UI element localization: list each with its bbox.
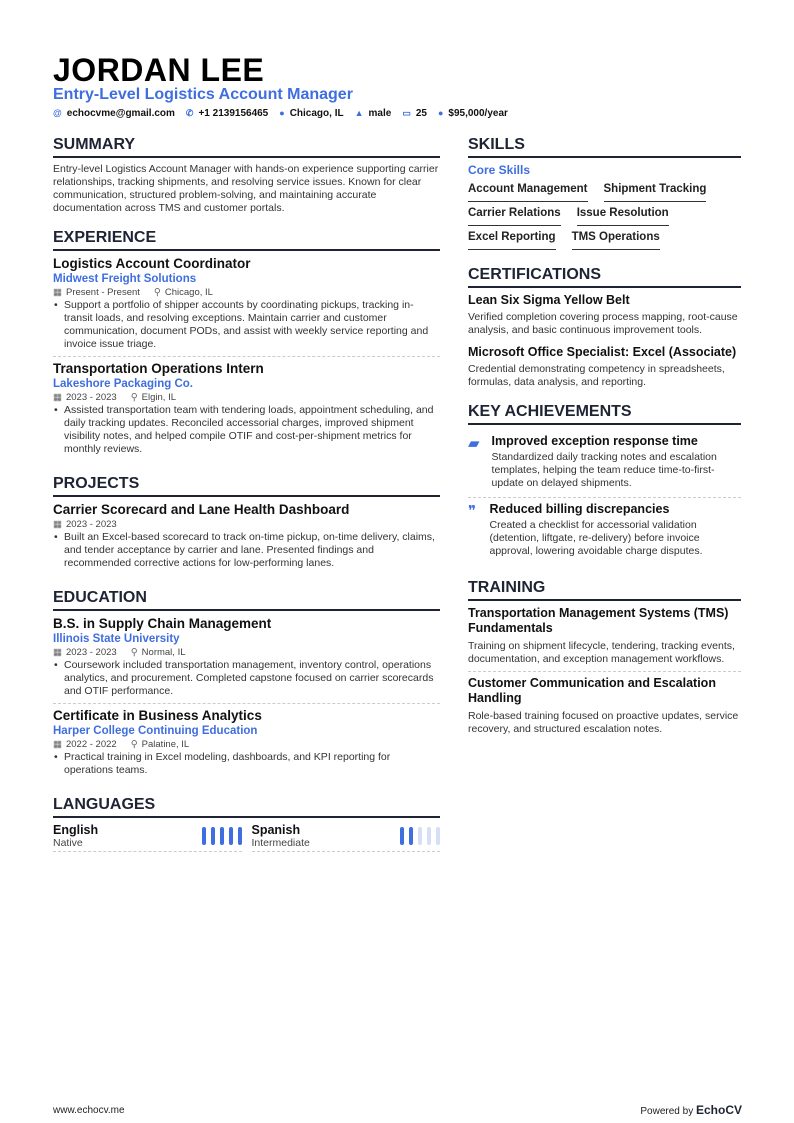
entry-meta bbox=[53, 519, 440, 530]
section-heading: SUMMARY bbox=[53, 136, 440, 158]
contact-age bbox=[402, 108, 427, 119]
location-icon: ● bbox=[279, 108, 285, 118]
achievement-body bbox=[489, 502, 741, 558]
phone-icon: ✆ bbox=[185, 108, 194, 118]
brand-logo: EchoCV bbox=[695, 1103, 742, 1117]
location-text: Normal, IL bbox=[141, 647, 186, 658]
user-icon: ▲ bbox=[354, 108, 364, 118]
section-heading: LANGUAGES bbox=[53, 796, 440, 818]
entry-title: Transportation Operations Intern bbox=[53, 361, 264, 376]
bullet-item: • Support a portfolio of shipper accounts by coordinating pickups, tracking in-transit loads, and resolving exceptions. Maintain carrier and customer communication, document PODs, and assist with weekly service reporting and invoice issue triage. bbox=[53, 299, 440, 351]
achievement-item bbox=[468, 498, 741, 565]
section-heading: CERTIFICATIONS bbox=[468, 266, 741, 288]
language-name: Spanish bbox=[251, 823, 301, 837]
location-text: Palatine, IL bbox=[141, 739, 190, 750]
location-text: Elgin, IL bbox=[141, 392, 176, 403]
proficiency-bar bbox=[427, 827, 431, 845]
skill-tag: Excel Reporting bbox=[468, 228, 556, 250]
entry-item bbox=[53, 361, 440, 461]
language-name: English bbox=[53, 823, 99, 837]
left-column bbox=[53, 136, 440, 852]
location-text: Chicago, IL bbox=[289, 108, 344, 119]
entry-dates bbox=[53, 647, 117, 658]
training-title: Customer Communication and Escalation Handling bbox=[468, 676, 716, 705]
entry-title: Certificate in Business Analytics bbox=[53, 708, 262, 723]
proficiency-bar bbox=[238, 827, 242, 845]
skill-tag: Carrier Relations bbox=[468, 204, 561, 226]
certification-title: Microsoft Office Specialist: Excel (Associate) bbox=[468, 345, 737, 359]
dates-text: 2023 - 2023 bbox=[65, 647, 117, 658]
entry-organization: Midwest Freight Solutions bbox=[53, 273, 197, 285]
certification-description: Verified completion covering process mapping, root-cause analysis, and basic continuous improvement tools. bbox=[468, 311, 738, 336]
language-text bbox=[252, 823, 310, 849]
dates-text: Present - Present bbox=[65, 287, 140, 298]
contact-salary bbox=[438, 108, 508, 119]
contact-gender bbox=[355, 108, 392, 119]
entry-dates bbox=[53, 392, 117, 403]
skill-tag: Shipment Tracking bbox=[604, 180, 707, 202]
right-column bbox=[468, 136, 741, 745]
proficiency-bar bbox=[202, 827, 206, 845]
achievement-item bbox=[468, 430, 741, 498]
entry-meta bbox=[53, 739, 440, 750]
achievement-body bbox=[492, 434, 741, 490]
skills-group-title: Core Skills bbox=[468, 163, 531, 177]
entry-meta bbox=[53, 392, 440, 403]
training-description: Training on shipment lifecycle, tendering, tracking events, documentation, and exception management workflows. bbox=[468, 640, 735, 665]
location-icon: ⚲ bbox=[130, 392, 138, 403]
proficiency-bars bbox=[400, 827, 440, 845]
dates-text: 2022 - 2022 bbox=[65, 739, 117, 750]
section-heading: KEY ACHIEVEMENTS bbox=[468, 403, 741, 425]
money-icon: ● bbox=[437, 108, 444, 118]
training-title: Transportation Management Systems (TMS) Fundamentals bbox=[468, 606, 729, 635]
language-text bbox=[53, 823, 98, 849]
skill-tag: TMS Operations bbox=[572, 228, 660, 250]
location-icon: ⚲ bbox=[130, 739, 138, 750]
bullet-item: • Assisted transportation team with tendering loads, appointment scheduling, and daily tracking updates. Reconciled accessorial charges, improved shipment visibility notes, and helped compile OTIF and cost-per-shipment metrics for monthly reviews. bbox=[53, 404, 440, 456]
section-heading: PROJECTS bbox=[53, 475, 440, 497]
proficiency-bar bbox=[211, 827, 215, 845]
location-icon: ⚲ bbox=[153, 287, 161, 298]
location-text: Chicago, IL bbox=[164, 287, 213, 298]
contact-location bbox=[279, 108, 343, 119]
contact-phone bbox=[186, 108, 268, 119]
calendar-icon: ▭ bbox=[402, 108, 411, 118]
calendar-icon: ▦ bbox=[53, 519, 62, 530]
entry-location bbox=[154, 287, 213, 298]
entry-title: Logistics Account Coordinator bbox=[53, 256, 251, 271]
skill-tag: Issue Resolution bbox=[577, 204, 669, 226]
job-title: Entry-Level Logistics Account Manager bbox=[53, 86, 353, 103]
entry-dates bbox=[53, 519, 117, 530]
proficiency-bar bbox=[409, 827, 413, 845]
summary-text: Entry-level Logistics Account Manager with hands-on experience supporting carrier relationships, tracking shipments, and resolving service issues. Known for clear communication, structured problem-solving, and maintaining accurate documentation across TMS and customer portals. bbox=[53, 163, 439, 214]
entry-organization: Harper College Continuing Education bbox=[53, 725, 258, 737]
language-level: Native bbox=[53, 837, 83, 849]
calendar-icon: ▦ bbox=[53, 739, 62, 750]
bullet-list bbox=[53, 299, 440, 351]
language-level: Intermediate bbox=[251, 837, 310, 849]
location-icon: ⚲ bbox=[130, 647, 138, 658]
age-text: 25 bbox=[415, 108, 427, 119]
section-heading: EDUCATION bbox=[53, 589, 440, 611]
training-item bbox=[468, 676, 741, 741]
contact-bar bbox=[53, 108, 508, 119]
section-heading: EXPERIENCE bbox=[53, 229, 440, 251]
entry-meta bbox=[53, 647, 440, 658]
entry-location bbox=[131, 739, 190, 750]
gender-text: male bbox=[368, 108, 392, 119]
language-item bbox=[53, 823, 242, 852]
powered-by-text: Powered by bbox=[640, 1106, 694, 1117]
at-icon: @ bbox=[53, 108, 62, 118]
phone-text: +1 2139156465 bbox=[198, 108, 269, 119]
bullet-list bbox=[53, 659, 440, 698]
certification-item bbox=[468, 345, 741, 389]
salary-text: $95,000/year bbox=[448, 108, 508, 119]
bullet-list bbox=[53, 751, 440, 777]
bullet-item: • Practical training in Excel modeling, dashboards, and KPI reporting for operations teams. bbox=[53, 751, 440, 777]
email-text: echocvme@gmail.com bbox=[66, 108, 175, 119]
entry-location bbox=[131, 647, 186, 658]
entry-organization: Illinois State University bbox=[53, 633, 180, 645]
bullet-list bbox=[53, 404, 440, 456]
entry-meta bbox=[53, 287, 440, 298]
entry-organization: Lakeshore Packaging Co. bbox=[53, 378, 193, 390]
entry-dates bbox=[53, 287, 140, 298]
achievement-title: Improved exception response time bbox=[491, 434, 698, 448]
proficiency-bar bbox=[229, 827, 233, 845]
language-item bbox=[252, 823, 441, 852]
entry-title: B.S. in Supply Chain Management bbox=[53, 616, 272, 631]
entry-item bbox=[53, 616, 440, 704]
calendar-icon: ▦ bbox=[53, 647, 62, 658]
proficiency-bar bbox=[400, 827, 404, 845]
proficiency-bar bbox=[220, 827, 224, 845]
bullet-item: • Built an Excel-based scorecard to track on-time pickup, on-time delivery, claims, and tender acceptance by carrier and lane. Presented findings and recommended corrective actions for low-performing lanes. bbox=[53, 531, 440, 570]
entry-item bbox=[53, 256, 440, 357]
entry-location bbox=[131, 392, 176, 403]
entry-title: Carrier Scorecard and Lane Health Dashboard bbox=[53, 502, 350, 517]
entry-item bbox=[53, 502, 440, 575]
achievement-description: Created a checklist for accessorial validation (detention, liftgate, re-delivery) before invoice approval, lowering avoidable charge disputes. bbox=[489, 519, 703, 557]
skill-tag: Account Management bbox=[468, 180, 588, 202]
contact-email bbox=[53, 108, 175, 119]
entry-item bbox=[53, 708, 440, 782]
dates-text: 2023 - 2023 bbox=[65, 392, 117, 403]
certification-description: Credential demonstrating competency in spreadsheets, formulas, data analysis, and reporting. bbox=[468, 363, 725, 388]
bullet-list bbox=[53, 531, 440, 570]
entry-dates bbox=[53, 739, 117, 750]
candidate-name: JORDAN LEE bbox=[53, 52, 265, 88]
training-description: Role-based training focused on proactive updates, service recovery, and structured escalation notes. bbox=[468, 710, 739, 735]
proficiency-bars bbox=[202, 827, 242, 845]
proficiency-bar bbox=[418, 827, 422, 845]
chat-bubbles-icon: ❞ bbox=[468, 503, 477, 520]
achievement-title: Reduced billing discrepancies bbox=[489, 502, 670, 516]
calendar-icon: ▦ bbox=[53, 392, 62, 403]
bullet-item: • Coursework included transportation management, inventory control, operations analytics, and procurement. Completed capstone focused on carrier scorecards and OTIF performance. bbox=[53, 659, 440, 698]
section-heading: TRAINING bbox=[468, 579, 741, 601]
section-heading: SKILLS bbox=[468, 136, 741, 158]
certification-title: Lean Six Sigma Yellow Belt bbox=[468, 293, 630, 307]
achievement-description: Standardized daily tracking notes and escalation templates, helping the team reduce time-to-first-update on delayed shipments. bbox=[491, 451, 717, 489]
dates-text: 2023 - 2023 bbox=[65, 519, 117, 530]
proficiency-bar bbox=[436, 827, 440, 845]
training-item bbox=[468, 606, 741, 672]
footer-brand bbox=[640, 1103, 742, 1117]
certification-item bbox=[468, 293, 741, 337]
footer-website[interactable]: www.echocv.me bbox=[53, 1105, 125, 1116]
calendar-icon: ▦ bbox=[53, 287, 62, 298]
chat-bubble-icon: ▰ bbox=[468, 435, 480, 452]
